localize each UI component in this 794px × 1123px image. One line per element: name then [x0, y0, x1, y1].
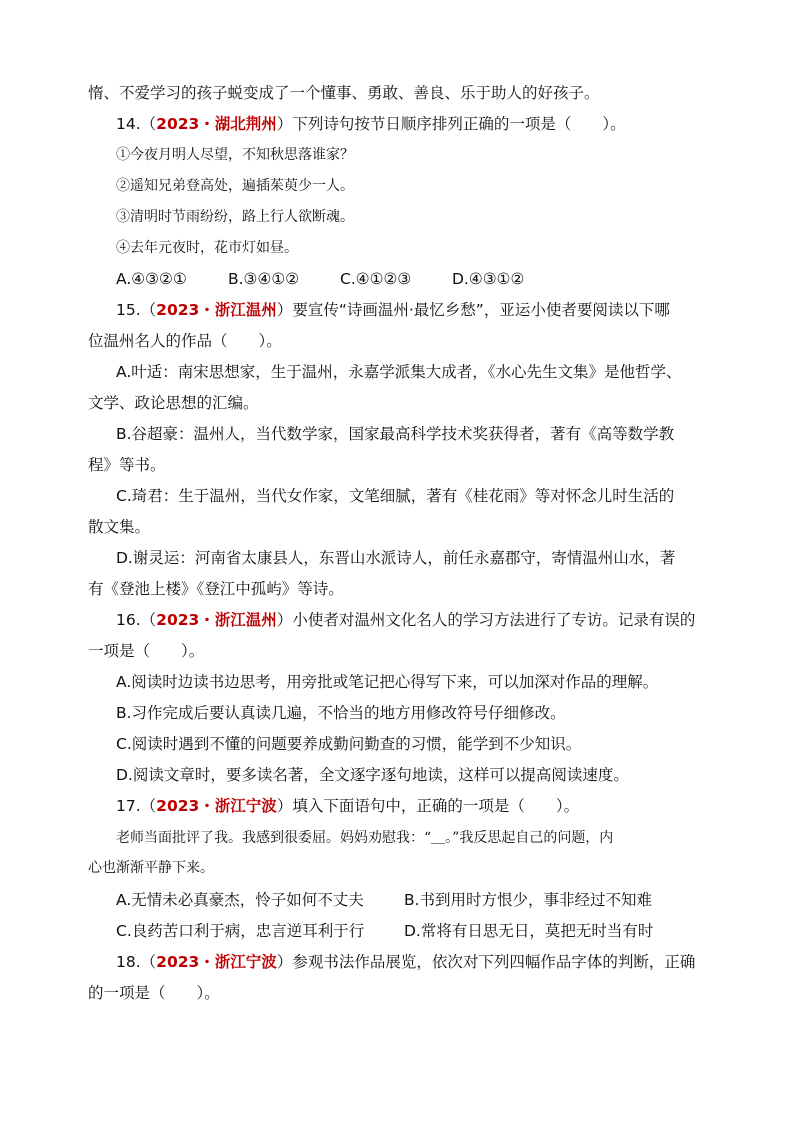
- q14-source-tag: 2023・湖北荆州: [156, 115, 277, 133]
- q14-line-1: ①今夜月明人尽望，不知秋思落谁家？: [116, 147, 354, 163]
- q18-stem-1: 参观书法作品展览，依次对下列四幅作品字体的判断，正确: [292, 953, 696, 971]
- q17-stem: 填入下面语句中，正确的一项是（ ）。: [292, 797, 580, 815]
- q13-continuation: 惰、不爱学习的孩子蜕变成了一个懂事、勇敢、善良、乐于助人的好孩子。: [88, 84, 600, 102]
- q17-option-c: C.良药苦口利于病，忠言逆耳利于行: [116, 922, 365, 940]
- q14-source-close: ）: [276, 115, 293, 133]
- q16-stem-line-1: [116, 610, 714, 630]
- q15-source-close: ）: [276, 301, 293, 319]
- q14-number: 14.: [116, 115, 141, 133]
- q16-option-a: A.阅读时边读书边思考，用旁批或笔记把心得写下来，可以加深对作品的理解。: [116, 673, 659, 691]
- q17-options-row-1: [116, 890, 714, 910]
- q18-source-tag: 2023・浙江宁波: [156, 953, 277, 971]
- q15-stem-1: 要宣传“诗画温州·最忆乡愁”，亚运小使者要阅读以下哪: [292, 301, 670, 319]
- q15-number: 15.: [116, 301, 141, 319]
- q14-option-d: D.④③①②: [452, 270, 525, 288]
- q15-option-c-line-1: C.琦君：生于温州，当代女作家，文笔细腻，著有《桂花雨》等对怀念儿时生活的: [116, 487, 675, 505]
- q17-source-close: ）: [276, 797, 293, 815]
- q16-option-d: D.阅读文章时，要多读名著，全文逐字逐句地读，这样可以提高阅读速度。: [116, 766, 629, 784]
- q15-option-b-line-1: B.谷超豪：温州人，当代数学家，国家最高科学技术奖获得者，著有《高等数学教: [116, 425, 675, 443]
- q15-option-a-line-2: 文学、政论思想的汇编。: [88, 394, 259, 412]
- q14-line-2: ②遥知兄弟登高处，遍插茱萸少一人。: [116, 178, 354, 194]
- q18-stem-line-2: 的一项是（ ）。: [88, 984, 220, 1002]
- q14-option-c: C.④①②③: [340, 270, 412, 288]
- q15-option-c-line-2: 散文集。: [88, 518, 151, 536]
- q18-number: 18.: [116, 953, 141, 971]
- q17-passage-line-1: 老师当面批评了我。我感到很委屈。妈妈劝慰我：“＿。”我反思起自己的问题，内: [116, 830, 614, 846]
- q17-source-tag: 2023・浙江宁波: [156, 797, 277, 815]
- q15-option-b-line-2: 程》等书。: [88, 456, 166, 474]
- q14-stem-line: [116, 114, 714, 134]
- q14-line-4: ④去年元夜时，花市灯如昼。: [116, 240, 298, 256]
- q18-source-close: ）: [276, 953, 293, 971]
- q16-stem-line-2: 一项是（ ）。: [88, 642, 205, 660]
- q16-source-tag: 2023・浙江温州: [156, 611, 277, 629]
- q15-stem-line-1: [116, 300, 714, 320]
- q16-stem-1: 小使者对温州文化名人的学习方法进行了专访。记录有误的: [292, 611, 696, 629]
- q18-source-open: （: [140, 953, 157, 971]
- q14-options: [116, 269, 714, 289]
- q15-option-d-line-1: D.谢灵运：河南省太康县人，东晋山水派诗人，前任永嘉郡守，寄情温州山水，著: [116, 549, 676, 567]
- q14-option-a: A.④③②①: [116, 270, 187, 288]
- q14-option-b: B.③④①②: [228, 270, 300, 288]
- q17-stem-line: [116, 796, 714, 816]
- q17-option-a: A.无情未必真豪杰，怜子如何不丈夫: [116, 891, 364, 909]
- q15-option-a-line-1: A.叶适：南宋思想家，生于温州，永嘉学派集大成者，《水心先生文集》是他哲学、: [116, 363, 682, 381]
- q17-option-d: D.常将有日思无日，莫把无时当有时: [404, 922, 654, 940]
- q16-source-close: ）: [276, 611, 293, 629]
- q14-line-3: ③清明时节雨纷纷，路上行人欲断魂。: [116, 209, 354, 225]
- q16-number: 16.: [116, 611, 141, 629]
- q18-stem-line-1: [116, 952, 714, 972]
- q14-stem: 下列诗句按节日顺序排列正确的一项是（ ）。: [292, 115, 626, 133]
- q14-source-open: （: [140, 115, 157, 133]
- q15-option-d-line-2: 有《登池上楼》《登江中孤屿》等诗。: [88, 580, 344, 598]
- q16-source-open: （: [140, 611, 157, 629]
- q17-passage-line-2: 心也渐渐平静下来。: [88, 860, 214, 876]
- q16-option-c: C.阅读时遇到不懂的问题要养成勤问勤查的习惯，能学到不少知识。: [116, 735, 582, 753]
- q15-source-tag: 2023・浙江温州: [156, 301, 277, 319]
- q17-option-b: B.书到用时方恨少，事非经过不知难: [404, 891, 653, 909]
- q17-source-open: （: [140, 797, 157, 815]
- q15-source-open: （: [140, 301, 157, 319]
- q17-options-row-2: [116, 921, 714, 941]
- q15-stem-line-2: 位温州名人的作品（ ）。: [88, 332, 282, 350]
- q16-option-b: B.习作完成后要认真读几遍，不恰当的地方用修改符号仔细修改。: [116, 704, 566, 722]
- q17-number: 17.: [116, 797, 141, 815]
